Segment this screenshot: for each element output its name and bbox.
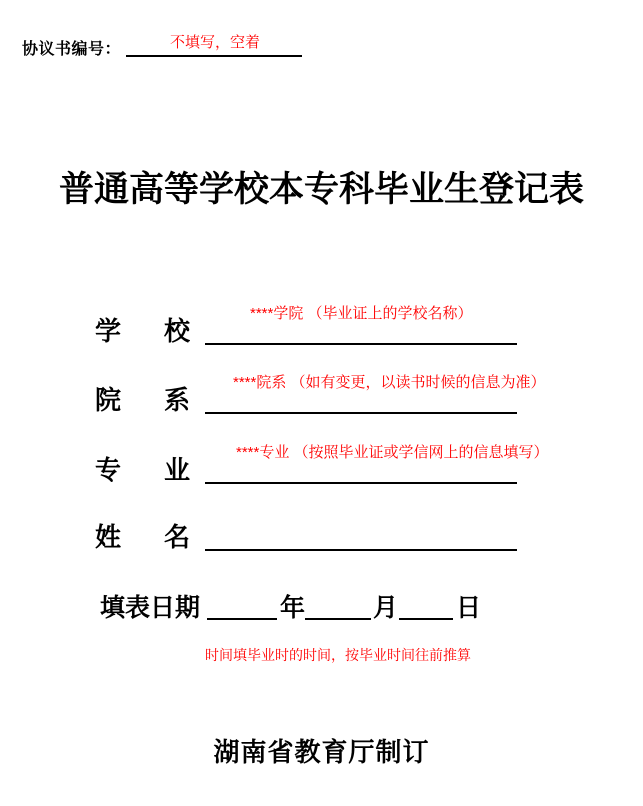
month-unit-label: 月 (373, 594, 399, 622)
issuer-line: 湖南省教育厅制订 (213, 737, 430, 767)
label-char: 系 (163, 385, 190, 415)
year-unit-label: 年 (280, 594, 306, 622)
label-char: 院 (95, 385, 122, 415)
field-row-department (0, 375, 643, 419)
field-label-name (95, 524, 190, 550)
agreement-number-label: 协议书编号： (22, 41, 122, 58)
date-blank-month (305, 594, 371, 620)
date-blank-year (207, 594, 277, 620)
label-char: 学 (95, 316, 122, 346)
agreement-number-annotation: 不填写，空着 (170, 34, 261, 51)
field-label-department (95, 387, 190, 413)
field-label-school (95, 318, 190, 344)
field-hint-department: ****院系 （如有变更，以读书时候的信息为准） (233, 374, 546, 391)
form-title: 普通高等学校本专科毕业生登记表 (58, 170, 584, 209)
day-unit-label: 日 (456, 594, 482, 622)
field-label-major (95, 457, 190, 483)
field-blank-department (205, 376, 517, 414)
label-char: 校 (163, 316, 190, 346)
field-blank-major (205, 446, 517, 484)
label-char: 专 (95, 455, 122, 485)
label-char: 业 (163, 455, 190, 485)
agreement-number-blank-line (126, 42, 302, 57)
label-char: 姓 (95, 522, 122, 552)
field-blank-name (205, 513, 517, 551)
field-row-name (0, 512, 643, 556)
field-blank-school (205, 307, 517, 345)
field-hint-major: ****专业 （按照毕业证或学信网上的信息填写） (236, 444, 549, 461)
field-row-major (0, 445, 643, 489)
date-annotation: 时间填毕业时的时间，按毕业时间往前推算 (205, 647, 471, 663)
date-blank-day (399, 594, 453, 620)
date-field-label: 填表日期 (100, 594, 201, 622)
field-row-school (0, 306, 643, 350)
field-hint-school: ****学院 （毕业证上的学校名称） (250, 305, 473, 322)
field-row-date (0, 595, 643, 627)
label-char: 名 (163, 522, 190, 552)
